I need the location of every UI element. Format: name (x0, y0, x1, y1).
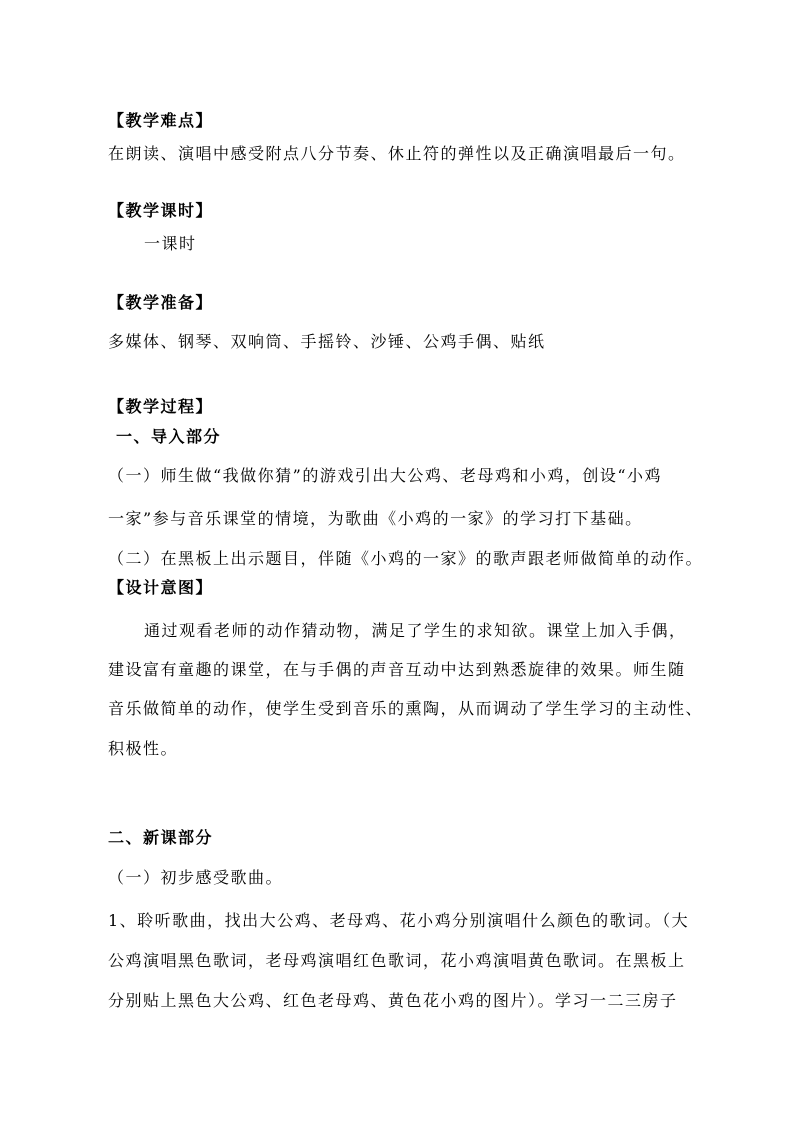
prep-text: 多媒体、钢琴、双响筒、手摇铃、沙锤、公鸡手偶、贴纸 (108, 332, 546, 351)
item1-line1: 1、聆听歌曲，找出大公鸡、老母鸡、花小鸡分别演唱什么颜色的歌词。（大 (108, 911, 690, 930)
part1-title: 一、导入部分 (116, 427, 222, 446)
sub1-text: （一）初步感受歌曲。 (108, 868, 284, 887)
design-line4: 积极性。 (108, 739, 179, 758)
p2-text: （二）在黑板上出示题目，伴随《小鸡的一家》的歌声跟老师做简单的动作。 (108, 549, 704, 568)
hours-text: 一课时 (144, 234, 197, 253)
design-line2: 建设富有童趣的课堂，在与手偶的声音互动中达到熟悉旋律的效果。师生随 (108, 660, 686, 679)
p1-line2: 一家”参与音乐课堂的情境，为歌曲《小鸡的一家》的学习打下基础。 (108, 509, 643, 528)
item1-line2: 公鸡演唱黑色歌词，老母鸡演唱红色歌词，花小鸡演唱黄色歌词。在黑板上 (108, 951, 686, 970)
design-heading: 【设计意图】 (108, 578, 214, 597)
part2-title: 二、新课部分 (108, 828, 214, 847)
design-line1: 通过观看老师的动作猜动物，满足了学生的求知欲。课堂上加入手偶， (144, 621, 687, 640)
p1-line1: （一）师生做“我做你猜”的游戏引出大公鸡、老母鸡和小鸡，创设“小鸡 (108, 466, 663, 485)
hours-heading: 【教学课时】 (108, 201, 214, 220)
difficulty-text: 在朗读、演唱中感受附点八分节奏、休止符的弹性以及正确演唱最后一句。 (108, 144, 686, 163)
process-heading: 【教学过程】 (108, 397, 214, 416)
item1-line3: 分别贴上黑色大公鸡、红色老母鸡、黄色花小鸡的图片）。学习一二三房子 (108, 991, 678, 1010)
prep-heading: 【教学准备】 (108, 293, 214, 312)
difficulty-heading: 【教学难点】 (108, 111, 214, 130)
design-line3: 音乐做简单的动作，使学生受到音乐的熏陶，从而调动了学生学习的主动性、 (108, 699, 704, 718)
